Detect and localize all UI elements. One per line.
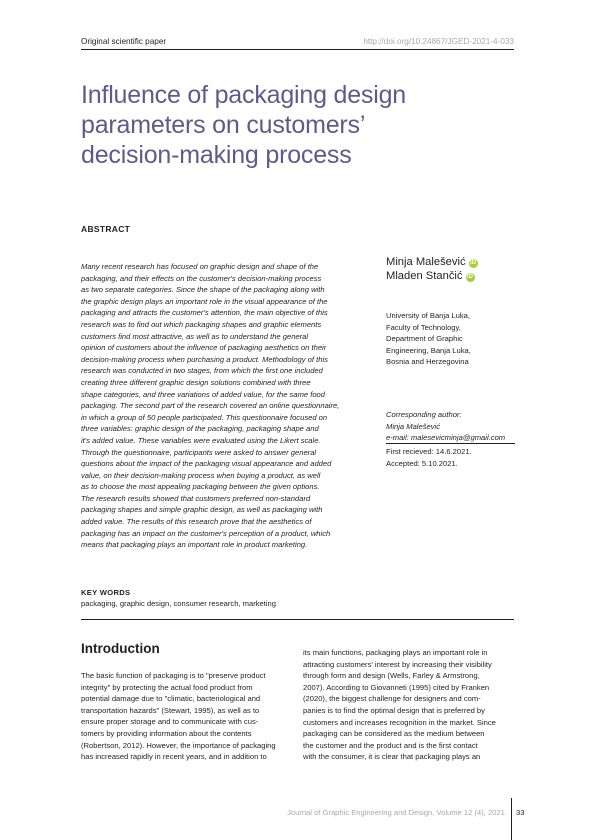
submission-dates: [386, 446, 472, 469]
doi-link[interactable]: http://doi.org/10.24867/JGED-2021-4-033: [363, 37, 514, 46]
intro-line: customers and increases recognition in the market. Since: [303, 717, 496, 727]
abstract-line: decision-making process when purchasing a product. Methodology of this: [81, 354, 328, 364]
page-number: 33: [516, 808, 525, 817]
intro-line: has increased rapidly in recent years, and in addition to: [81, 752, 267, 762]
title-line: Influence of packaging design: [81, 81, 406, 109]
abstract-line: the graphic design plays an important role in the visual appearance of the: [81, 296, 328, 306]
intro-line: The basic function of packaging is to "preserve product: [81, 671, 266, 680]
abstract-line: research was to find out which packaging shapes and graphic elements: [81, 319, 322, 329]
intro-line: 2007). According to Giovanneti (1995) cited by Franken: [303, 682, 490, 692]
author-name-text: Mladen Stančić: [386, 270, 463, 282]
intro-line: integrity" by protecting the actual food product from: [81, 682, 253, 692]
author-name: [386, 256, 478, 268]
corresponding-label: Corresponding author:: [386, 410, 462, 419]
intro-line: its main functions, packaging plays an important role in: [303, 648, 488, 657]
intro-line: attracting customers' interest by increasing their visibility: [303, 659, 492, 669]
abstract-line: customers find most attractive, as well as to understand the general: [81, 331, 309, 341]
intro-line: (Robertson, 2012). However, the importance of packaging: [81, 740, 276, 750]
abstract-line: shape categories, and three variations of added value, for the same food: [81, 389, 326, 399]
keywords-heading: KEY WORDS: [81, 588, 131, 597]
affiliation: [386, 310, 526, 368]
abstract-line: Through the questionnaire, participants were asked to answer general: [81, 447, 317, 457]
intro-line: the customer and the product and is the first contact: [303, 740, 478, 750]
paper-title: [81, 80, 441, 170]
corresponding-author: [386, 409, 505, 444]
intro-line: panies is to find the optimal design that is preferred by: [303, 705, 485, 715]
affiliation-line: Engineering, Banja Luka,: [386, 345, 471, 355]
abstract-line: it's added value. These variables were evaluated using the Likert scale.: [81, 435, 321, 445]
abstract-line: research was conducted in two stages, from which the first one included: [81, 366, 323, 376]
author-name-text: Minja Malešević: [386, 256, 466, 268]
abstract-line: creating three different graphic design solutions combined with three: [81, 377, 311, 387]
affiliation-line: University of Banja Luka,: [386, 311, 470, 320]
footer-divider: [511, 798, 512, 840]
intro-line: with the consumer, it is clear that packaging plays an: [303, 752, 481, 762]
dates-divider: [386, 443, 515, 444]
intro-line: tomers by providing information about the contents: [81, 728, 252, 738]
abstract-line: questions about the impact of the packaging visual appearance and added: [81, 459, 332, 469]
orcid-icon[interactable]: iD: [467, 274, 473, 280]
abstract-line: packaging, and their effects on the customer's decision-making process: [81, 273, 322, 283]
intro-column-left: [81, 670, 289, 763]
article-category: Original scientific paper: [81, 37, 167, 46]
intro-line: packaging can be considered as the medium between: [303, 729, 485, 739]
corresponding-email[interactable]: e-mail: malesevicminja@gmail.com: [386, 433, 506, 443]
affiliation-line: Department of Graphic: [386, 334, 463, 344]
abstract-line: as to choose the most appealing packaging between the given options.: [81, 482, 320, 492]
abstract-line: packaging. The second part of the research covered an online questionnaire,: [81, 401, 340, 411]
author-name: [386, 270, 475, 282]
abstract-text: [81, 261, 366, 551]
abstract-line: three variables: graphic design of the packaging, packaging shape and: [81, 424, 319, 434]
intro-line: transportation hazards" (Stewart, 1995), as well as to: [81, 705, 260, 715]
title-line: parameters on customers’: [81, 111, 366, 139]
keywords-divider: [81, 619, 514, 620]
corresponding-name: Minja Malešević: [386, 421, 441, 431]
affiliation-line: Faculty of Technology,: [386, 322, 461, 332]
received-date: First recieved: 14.6.2021.: [386, 447, 472, 456]
abstract-heading: ABSTRACT: [81, 224, 131, 234]
abstract-line: means that packaging plays an important role in product marketing.: [81, 540, 308, 550]
intro-column-right: [303, 647, 511, 763]
orcid-icon[interactable]: iD: [470, 260, 477, 266]
abstract-line: opinion of customers about the influence of packaging aesthetics on their: [81, 343, 327, 353]
intro-line: ensure proper storage and to communicate with cus-: [81, 717, 259, 727]
intro-line: through form and design (Wells, Farley & Armstrong,: [303, 671, 480, 681]
abstract-line: in which a group of 50 people participated. This questionnaire focused on: [81, 412, 328, 422]
abstract-line: Many recent research has focused on graphic design and shape of the: [81, 262, 319, 271]
abstract-line: The research results showed that customers preferred non-standard: [81, 493, 311, 503]
intro-line: (2020), the biggest challenge for designers and com-: [303, 694, 481, 704]
affiliation-line: Bosnia and Herzegovina: [386, 357, 469, 367]
abstract-line: packaging shapes and simple graphic design, as well as packaging with: [81, 505, 323, 515]
accepted-date: Accepted: 5.10.2021.: [386, 458, 458, 468]
journal-footer: Journal of Graphic Engineering and Design, Volume 12 (4), 2021.: [287, 808, 507, 817]
abstract-line: packaging has an impact on the customer's perception of a product, which: [81, 528, 331, 538]
intro-line: potential damage due to "climatic, bacteriological and: [81, 694, 261, 704]
abstract-line: added value. The results of this research prove that the aesthetics of: [81, 517, 312, 527]
keywords-text: packaging, graphic design, consumer research, marketing: [81, 599, 277, 608]
abstract-line: value, on their decision-making process when buying a product, as well: [81, 470, 321, 480]
abstract-line: as two separate categories. Since the shape of the packaging along with: [81, 285, 325, 295]
title-line: decision-making process: [81, 141, 352, 169]
introduction-heading: Introduction: [81, 641, 160, 656]
abstract-line: packaging and attracts the customer's attention, the main objective of this: [81, 308, 328, 318]
header-divider: [81, 49, 514, 50]
